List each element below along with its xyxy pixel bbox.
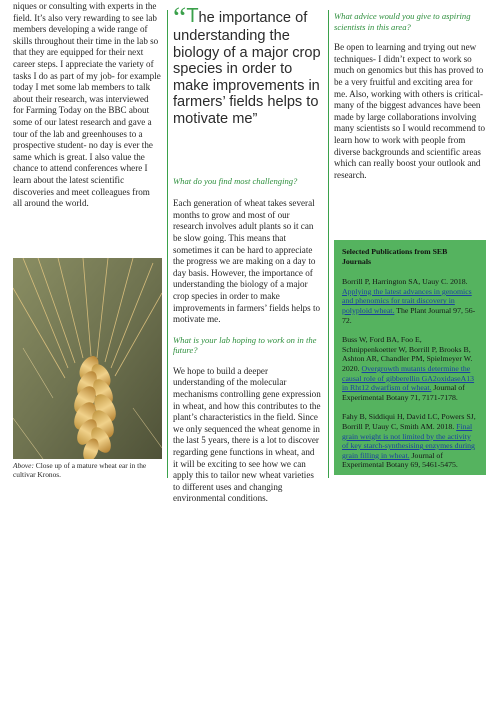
answer-advice: Be open to learning and trying out new techniques- I didn’t expect to work so much on genomics but this has proved to be a very fruitful and exciting area for me. Also, working with others is critical- many of the biggest advances have been made by large collaborations involving many scientists so I would recommend to learn how to work with people from diverse backgrounds and scientific areas which can really boost your outlook and research. [334,42,486,180]
caption-text: Close up of a mature wheat ear in the cultivar Kronos. [13,461,147,480]
publication-link[interactable]: Applying the latest advances in genomics and phenomics for trait discovery in polyploid wheat. [342,286,472,315]
column-2 [173,0,321,505]
caption-label: Above: [13,461,34,470]
publications-box [334,240,486,475]
publication-item [342,335,478,402]
quote-mark-icon: “ [173,1,187,34]
column-divider-left [167,10,168,478]
question-challenging: What do you find most challenging? [173,175,298,186]
column-divider-right [328,10,329,478]
quote-text: he importance of understanding the biology of a major crop species in order to make improvements in farmers’ fields helps to motivate me” [173,10,321,127]
wheat-ear-photo [13,258,162,459]
publication-authors: Buss W, Ford BA, Foo E, Schnippenkoetter W, Borrill P, Brooks B, Ashton AR, Chandler PM, Spielmeyer W. 2020. [342,335,473,373]
publications-title: Selected Publications from SEB Journals [342,247,448,266]
quote-first-letter: T [186,5,199,27]
answer-future: We hope to build a deeper understanding of the molecular mechanisms controlling gene expression in wheat, and how this contributes to the plant’s characteristics in the field. Since we only sequenced the wheat genome in the last 5 years, there is a lot to discover regarding gene functions in wheat, and it will be exciting to see how we can apply this to tailor new wheat varieties to different uses and changing environmental conditions. [173,365,321,504]
publication-link[interactable]: Final grain weight is not limited by the activity of key starch-synthesising enzymes during grain filling in wheat. [342,421,475,460]
publication-journal: The Plant Journal 97, 56-72. [342,305,476,325]
question-advice: What advice would you give to aspiring scientists in this area? [334,11,471,32]
column-3 [334,0,486,181]
pull-quote [173,1,321,128]
publication-journal: Journal of Experimental Botany 71, 7171-7178. [342,383,465,402]
publication-item [342,412,478,470]
publication-authors: Fahy B, Siddiqui H, David LC, Powers SJ, Borrill P, Uauy C, Smith AM. 2018. [342,412,476,431]
column-1 [13,0,161,210]
answer-challenging: Each generation of wheat takes several months to grow and most of our research involves adult plants so it can be slow going. This means that sometimes it can be hard to appreciate the progress we are making on a day to day basis. However, the importance of understanding the biology of a major crop species in order to make improvements in farmers’ fields helps to motivate me. [173,198,321,325]
photo-caption [13,461,162,479]
publication-link[interactable]: Overgrowth mutants determine the causal role of gibberellin GA2oxidaseA13 in Rht12 dwarfism of wheat. [342,363,475,393]
publication-authors: Borrill P, Harrington SA, Uauy C. 2018. [342,277,468,287]
paragraph-continued: niques or consulting with experts in the field. It’s also very rewarding to see lab members developing a wide range of skills throughout their time in the lab so that they are equipped for their next career steps. I appreciate the variety of tasks I do as part of my job- for example today I met some lab members to talk about their research, was interviewed for Farming Today on the BBC about some of our latest research and gave a tour of the lab and greenhouses to a prospective student- no day is ever the same which is great. I also value the chance to attend conferences where I learn about the latest scientific discoveries and meet colleagues from all around the world. [13,1,161,209]
publication-item [342,277,478,325]
publication-journal: Journal of Experimental Botany 69, 5461-5475. [342,450,458,470]
question-future: What is your lab hoping to work on in the future? [173,334,317,356]
